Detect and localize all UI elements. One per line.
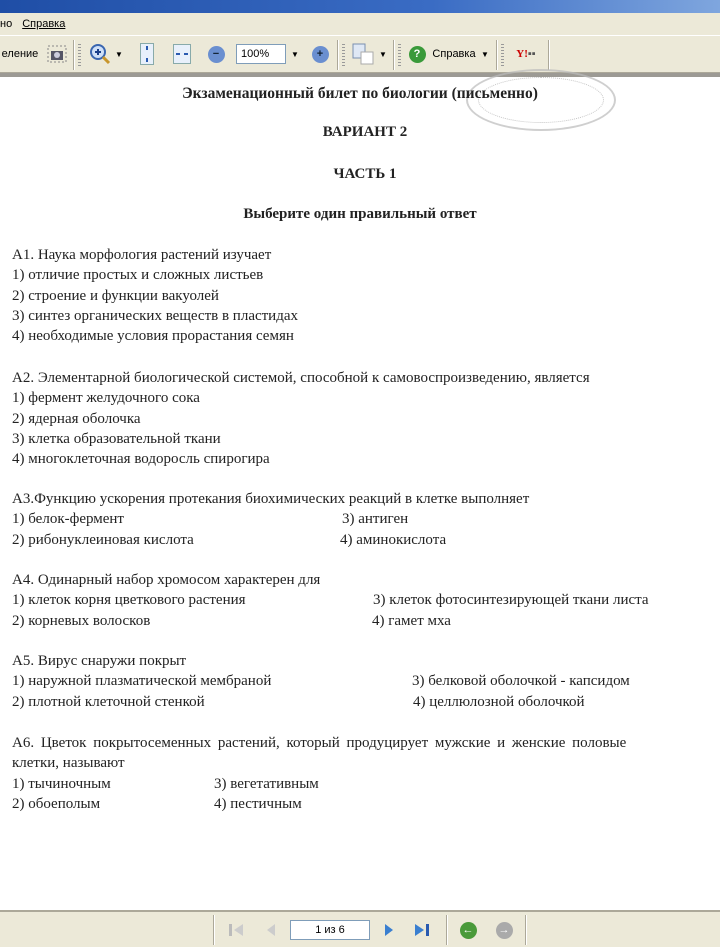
answer-option: 3) вегетативным (214, 775, 319, 792)
answer-option: 1) клеток корня цветкового растения (12, 592, 246, 609)
answer-option: 3) антиген (342, 511, 409, 528)
zoom-tool-dropdown-icon[interactable]: ▼ (115, 49, 123, 59)
answer-option: 4) пестичным (214, 795, 302, 812)
answer-option: 4) аминокислота (340, 531, 447, 548)
answer-option: 1) тычиночным (12, 775, 111, 792)
document-page (0, 77, 720, 910)
page-layout-dropdown-icon[interactable]: ▼ (379, 49, 387, 59)
zoom-dropdown-icon[interactable]: ▼ (291, 49, 299, 59)
zoom-in-button[interactable]: + (310, 44, 330, 64)
answer-option: 3) клетка образовательной ткани (12, 430, 221, 447)
document-title: Экзаменационный билет по биологии (письменно) (182, 85, 538, 102)
zoom-out-button[interactable]: − (206, 44, 226, 64)
answer-option: 3) белковой оболочкой - капсидом (412, 673, 630, 690)
help-dropdown-icon[interactable]: ▼ (481, 49, 489, 59)
yahoo-search-icon[interactable]: Y! ▪▪ (516, 48, 536, 60)
question-text: А1. Наука морфология растений изучает (12, 247, 272, 263)
question-text: А3.Функцию ускорения протекания биохимических реакций в клетке выполняет (12, 491, 530, 507)
answer-option: 3) синтез органических веществ в пластидах (12, 307, 299, 324)
page-navigation-bar (0, 910, 720, 947)
page-layout-icon[interactable] (350, 44, 376, 64)
answer-option: 4) гамет мха (372, 612, 451, 629)
instruction-heading: Выберите один правильный ответ (243, 206, 477, 222)
help-icon[interactable]: ? (407, 44, 427, 64)
question-text: А5. Вирус снаружи покрыт (12, 653, 187, 669)
question-text: А4. Одинарный набор хромосом характерен для (12, 572, 321, 588)
part-heading: ЧАСТЬ 1 (333, 166, 397, 182)
answer-option: 4) целлюлозной оболочкой (413, 693, 585, 710)
question-a2 (12, 368, 712, 469)
answer-option: 3) клеток фотосинтезирующей ткани листа (373, 592, 649, 609)
help-button[interactable]: Справка (432, 48, 476, 60)
question-text: А6. Цветок покрытосеменных растений, который продуцирует мужские и женские половые (12, 735, 627, 751)
go-back-icon[interactable]: ← (458, 920, 478, 940)
go-forward-icon[interactable]: → (494, 920, 514, 940)
fit-width-icon[interactable] (172, 44, 192, 64)
menu-help[interactable]: Справка (22, 18, 66, 30)
window-title-bar (0, 0, 720, 13)
question-a5 (12, 651, 712, 712)
answer-option: 4) необходимые условия прорастания семян (12, 328, 294, 345)
answer-option: 2) ядерная оболочка (12, 410, 141, 427)
page-number-input[interactable]: 1 из 6 (290, 920, 370, 940)
selection-tool-label[interactable]: еление (1, 48, 39, 60)
snapshot-camera-icon[interactable] (46, 44, 68, 64)
answer-option: 1) отличие простых и сложных листьев (12, 267, 264, 284)
question-a3 (12, 489, 712, 550)
question-text: А2. Элементарной биологической системой, способной к самовоспроизведению, является (12, 370, 590, 386)
fit-page-icon[interactable] (138, 44, 156, 64)
zoom-input[interactable]: 100% (236, 44, 286, 64)
last-page-icon[interactable] (412, 920, 432, 940)
answer-option: 2) плотной клеточной стенкой (12, 693, 205, 710)
menu-window[interactable]: но (0, 18, 13, 30)
answer-option: 1) фермент желудочного сока (12, 390, 200, 407)
answer-option: 2) строение и функции вакуолей (12, 287, 219, 304)
question-text-continued: клетки, называют (12, 755, 125, 772)
question-a4 (12, 570, 712, 631)
answer-option: 2) рибонуклеиновая кислота (12, 531, 194, 548)
answer-option: 4) многоклеточная водоросль спирогира (12, 451, 270, 468)
question-a6 (12, 733, 712, 814)
variant-heading: ВАРИАНТ 2 (322, 124, 408, 140)
answer-option: 1) наружной плазматической мембраной (12, 673, 272, 690)
answer-option: 1) белок-фермент (12, 511, 124, 528)
menu-bar (0, 13, 720, 35)
answer-option: 2) обоеполым (12, 795, 101, 812)
next-page-icon[interactable] (379, 920, 399, 940)
answer-option: 2) корневых волосков (12, 612, 151, 629)
first-page-icon[interactable] (226, 920, 246, 940)
previous-page-icon[interactable] (260, 920, 280, 940)
toolbar (0, 35, 720, 73)
question-a1 (12, 245, 712, 346)
zoom-in-tool-icon[interactable] (88, 44, 112, 64)
